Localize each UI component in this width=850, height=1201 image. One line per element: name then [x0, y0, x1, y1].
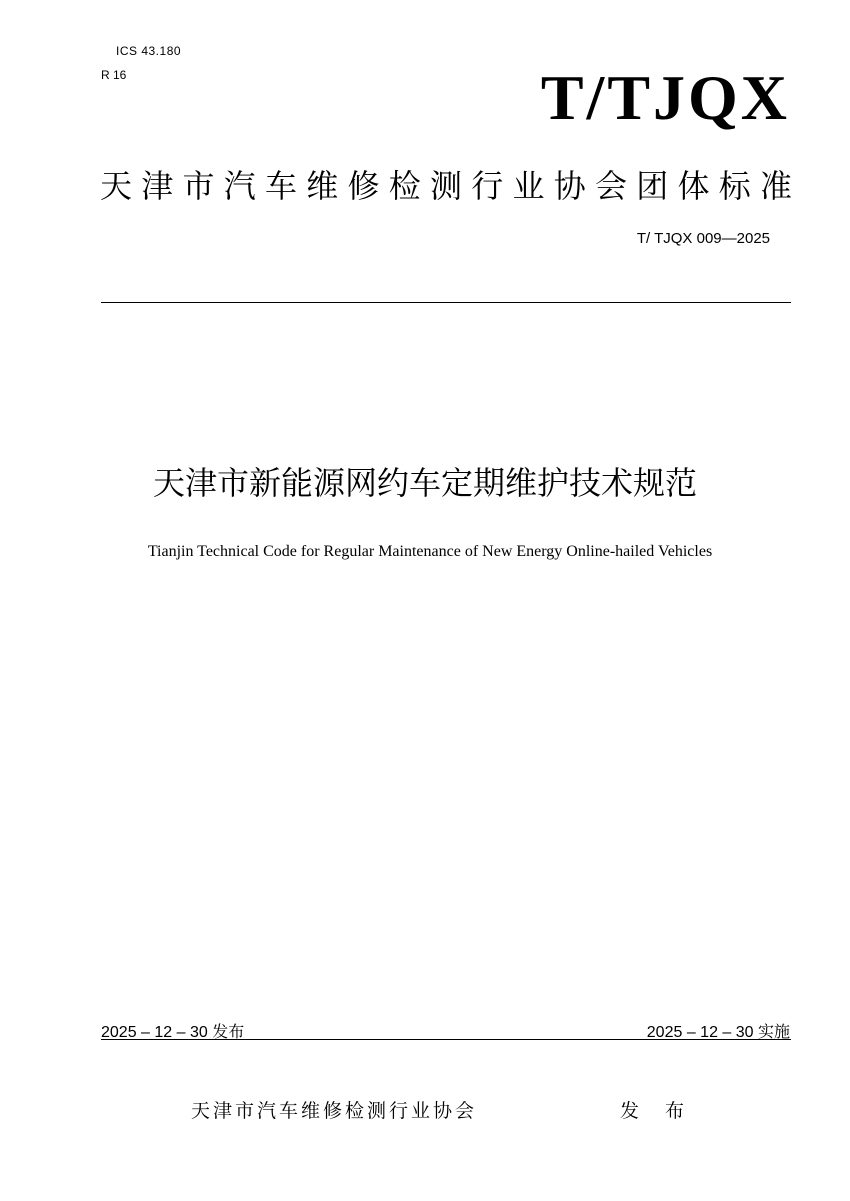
ccs-code: R 16 — [101, 68, 127, 82]
standard-logo: T/TJQX — [540, 62, 790, 133]
header-divider — [101, 302, 791, 303]
publish-label: 发 布 — [620, 1100, 695, 1122]
issue-date: 2025 – 12 – 30 发布 — [101, 1024, 245, 1041]
document-title-english: Tianjin Technical Code for Regular Maintenance of New Energy Online-hailed Vehicles — [147, 543, 713, 560]
document-title-chinese: 天津市新能源网约车定期维护技术规范 — [152, 464, 697, 502]
publisher-name: 天津市汽车维修检测行业协会 — [191, 1100, 478, 1122]
ics-code: ICS 43.180 — [116, 44, 182, 58]
footer-divider — [101, 1039, 791, 1040]
implementation-date: 2025 – 12 – 30 实施 — [646, 1024, 790, 1041]
standard-number: T/ TJQX 009—2025 — [636, 230, 770, 247]
standard-type: 天津市汽车维修检测行业协会团体标准 — [100, 167, 792, 205]
